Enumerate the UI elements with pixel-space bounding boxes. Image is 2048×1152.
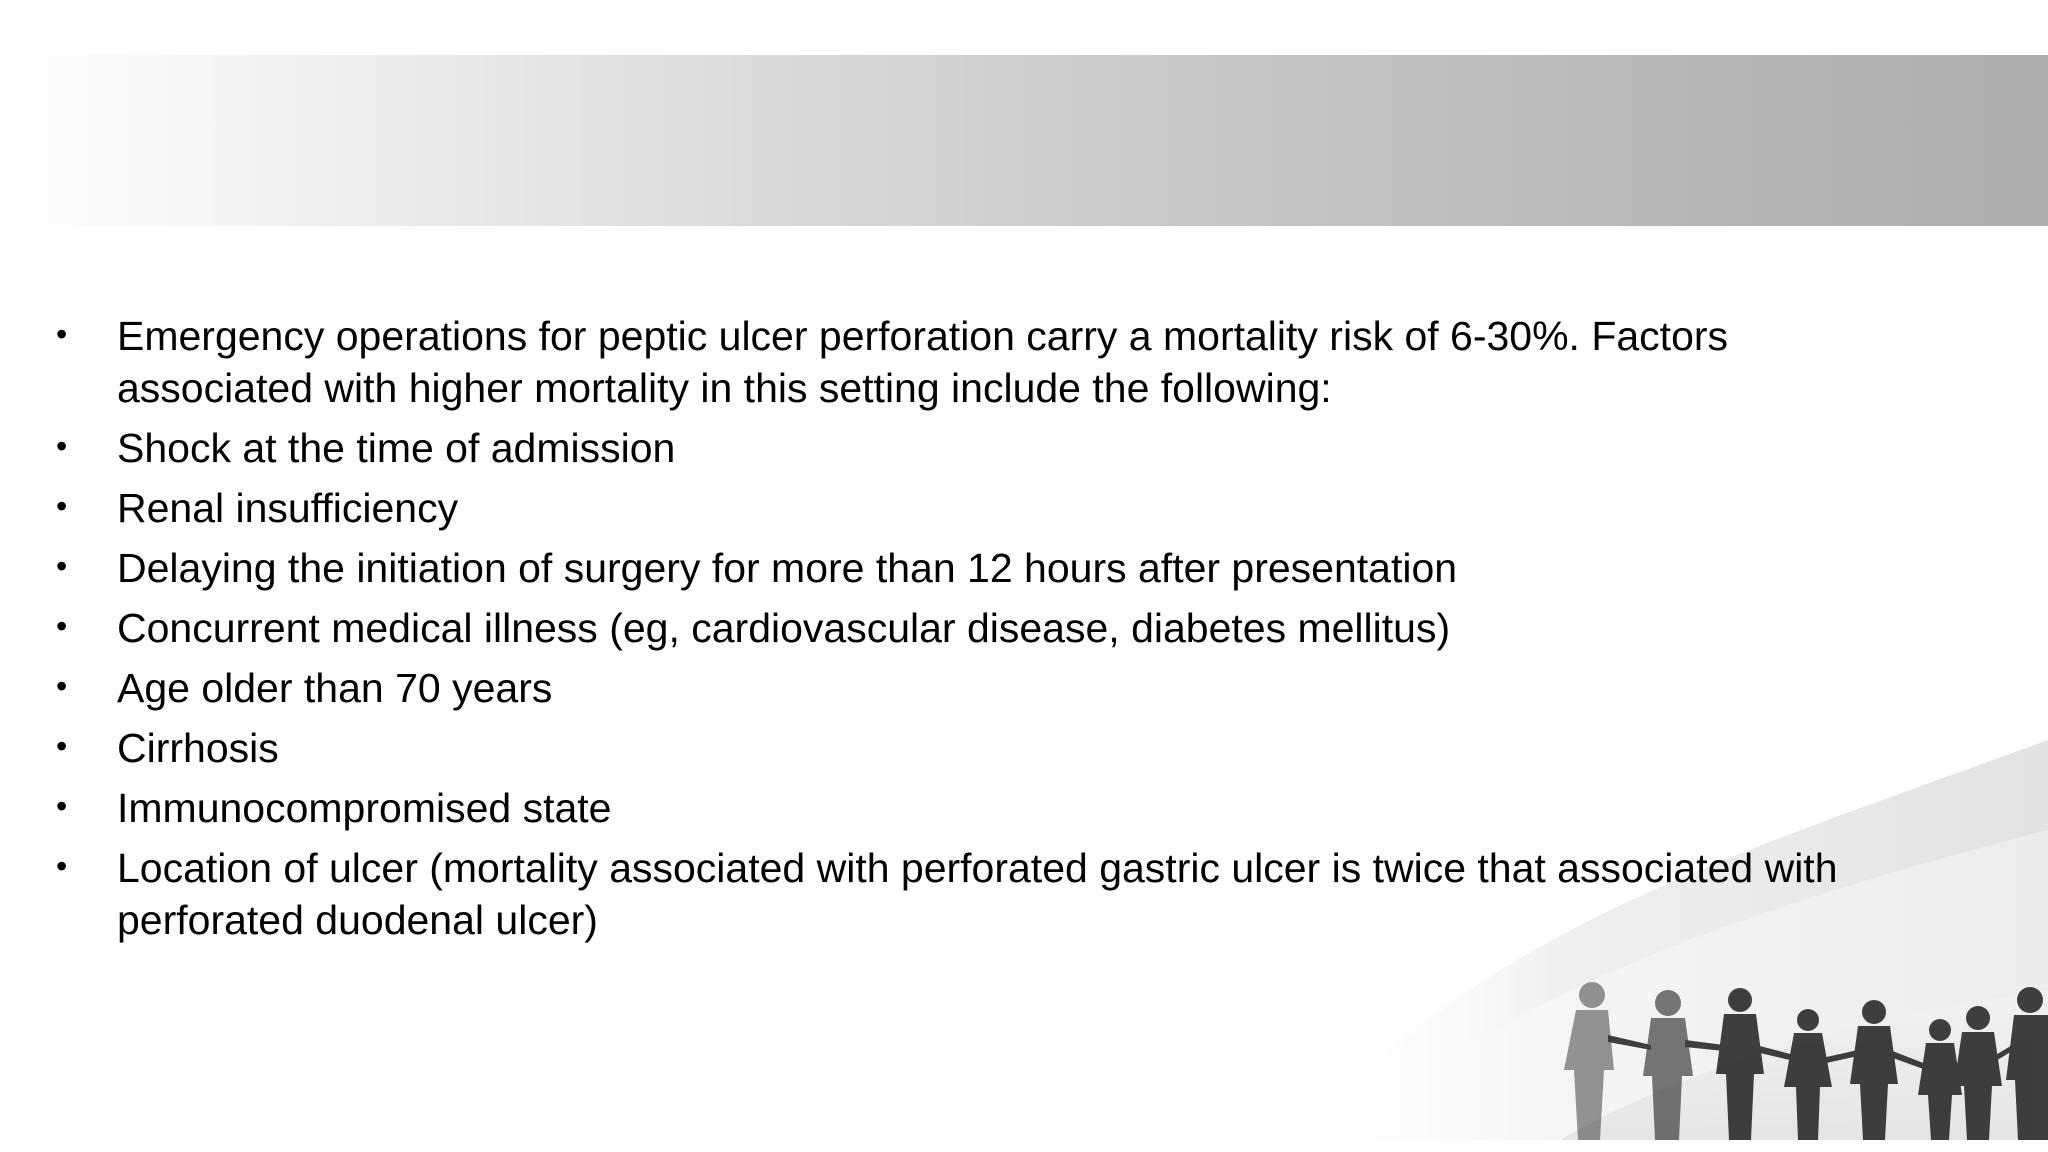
bullet-dot: •	[56, 668, 68, 704]
bullet-item-9	[56, 842, 1897, 946]
bullet-item-8	[56, 782, 1897, 834]
bullet-item-4	[56, 542, 1897, 594]
bullet-dot: •	[56, 316, 68, 352]
bullet-text: Location of ulcer (mortality associated with perforated gastric ulcer is twice that associated with perforated duodenal ulcer)	[117, 845, 1838, 943]
bullet-dot: •	[56, 608, 68, 644]
bullet-dot: •	[56, 548, 68, 584]
bullet-dot: •	[56, 488, 68, 524]
bullet-text: Renal insufficiency	[117, 485, 459, 531]
bullet-item-2	[56, 422, 1897, 474]
bullet-text: Shock at the time of admission	[117, 425, 676, 471]
bullet-text: Delaying the initiation of surgery for more than 12 hours after presentation	[117, 545, 1458, 591]
bullet-text: Cirrhosis	[117, 725, 279, 771]
bullet-item-7	[56, 722, 1897, 774]
bullet-item-6	[56, 662, 1897, 714]
bullet-list	[56, 310, 1856, 954]
bullet-dot: •	[56, 788, 68, 824]
bullet-text: Age older than 70 years	[117, 665, 553, 711]
bullet-dot: •	[56, 428, 68, 464]
bullet-text: Emergency operations for peptic ulcer perforation carry a mortality risk of 6-30%. Factors associated with higher mortality in this setting include the following:	[117, 313, 1729, 411]
bullet-text: Immunocompromised state	[117, 785, 612, 831]
bullet-item-5	[56, 602, 1897, 654]
bullet-item-3	[56, 482, 1897, 534]
bullet-dot: •	[56, 848, 68, 884]
bullet-item-1	[56, 310, 1897, 414]
bullet-text: Concurrent medical illness (eg, cardiovascular disease, diabetes mellitus)	[117, 605, 1451, 651]
bullet-dot: •	[56, 728, 68, 764]
